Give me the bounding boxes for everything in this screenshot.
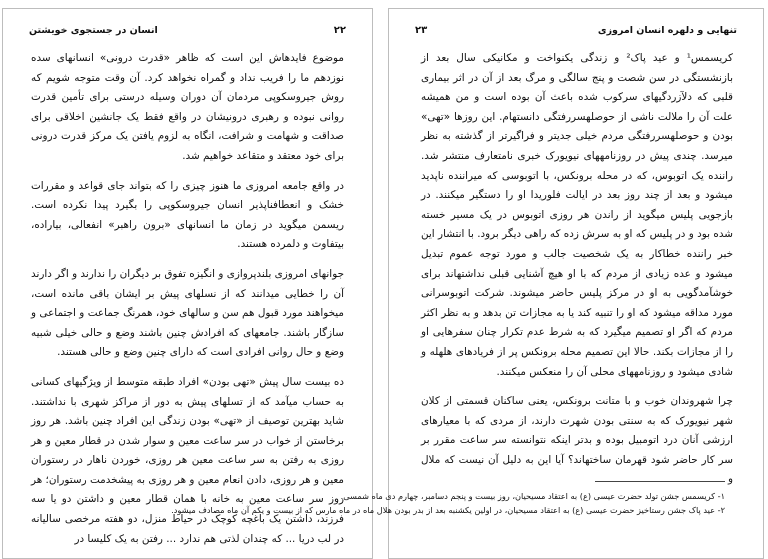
- right-page-number: ۲۳: [415, 25, 428, 36]
- left-page-number: ۲۲: [333, 25, 346, 36]
- right-running-title: تنهایی و دلهره انسان امروزی: [597, 25, 737, 36]
- paragraph: چرا شهروندان خوب و با متانت برونکس، یعنی ساکنان قسمتی از کلان شهر نیویورک که به سنتی بودن شهرت دارند، از مردی که با معیارهای ارزشی آنان درد اتومبیل بوده و بدتر اینکه نتوانسته سر ساعت مقرر بر سر کار حاضر شود قهرمان ساختهاند؟ آیا این به دلیل آن نیست که ملال و: [421, 395, 733, 486]
- footnote: ۲- عید پاک جشن رستاخیز حضرت عیسی (ع) به اعتقاد مسیحیان، در اولین یکشنبه بعد از بدر بودن هلال ماه در ماه مارس که از بیست و یکم آن ماه مصادف میشود.: [171, 504, 725, 515]
- paragraph: کریسمس¹ و عید پاک² و زندگی یکنواخت و مکانیکی سال بعد از بازنشستگی در سن شصت و پنج سالگی و مرگ بعد از آن در اثر بیماری قلبی که دلآزردگیهای سرکوب شده باعث آن بوده است و من همیشه علت آن را ملالت ناشی از حوصلهسررفتگی دانستهام. این روزها «تهی» بودن و حوصلهسررفتگی مردم خیلی جدیتر و فراگیرتر از گذشته به نظر میرسد. چندی پیش در روزنامههای نیویورک خبری نامتعارف منتشر شد. راننده یک اتوبوس، که در محله برونکس، با اتوبوسی که میراننده ناپدید میشود و بعد از چند روز بعد در ایالت فلوریدا او را دستگیر میکنند. در بازجویی پلیس میگوید از راندن هر روزی اتوبوس در یک مسیر خسته شده بود و در پلیس که او به سرش زده که راهی دیگر برود. با انتشار این خبر راننده خطاکار به یک شخصیت جالب و مورد توجه عموم تبدیل میشود و عده زیادی از مردم که با او هیچ آشنایی قبلی نداشتهاند برای خوشآمدگویی به او در مرکز پلیس حاضر میشوند. شرکت اتوبوسرانی مورد مداقه میشود که او را تنبیه کند یا به مجازات تن بدهد و به نظر اکثر مردم که اگر او تصمیم میگیرد که به شرط عدم تکرار چنان سفرهایی او را از مجازات بکند. حالا این تصمیم محله برونکس پر از فریادهای هلهله و شادی میشود و روزنامههای محلی آن را منعکس میکنند.: [421, 52, 733, 378]
- footnote-divider: [595, 481, 725, 482]
- footnote: ۱- کریسمس جشن تولد حضرت عیسی (ع) به اعتقاد مسیحیان، روز بیست و پنجم دسامبر، چهارم دی ماه شمسی.: [340, 491, 725, 501]
- paragraph: جوانهای امروزی بلندپروازی و انگیزه تفوق بر دیگران را ندارند و اگر دارند آن را خطایی میدانند که از نسلهای پیش بر ایشان باقی مانده است، میخواهند مورد قبول هم سن و سالهای خود، همرنگ جماعت و اجتماعی و سازگار باشند. جامعهای که افرادش چنین باشند وضع و حالی خیلی شبیه وضع و حال روانی افرادی است که دارای چنین وضع و حالی هستند.: [31, 267, 344, 359]
- paragraph: در واقع جامعه امروزی ما هنوز چیزی را که بتواند جای قواعد و مقررات خشک و انعطافناپذیر انسان جیروسکوپی را بگیرد پیدا نکرده است. ریسمن میگوید در زمان ما انسانهای «برون راهبر» انفعالی، بیاراده، بیتفاوت و دلمرده هستند.: [31, 179, 344, 251]
- paragraph: ده بیست سال پیش «تهی بودن» افراد طبقه متوسط از ویژگیهای کسانی به حساب میآمد که از تسلهای پیش به دور از مراکز شهری با نداشتند. شاید بهترین توصیف از «تهی» بودن زندگی این افراد چنین باشد. هر روز برخاستن از خواب در سر ساعت معین و سوار شدن در قطار معین و هر روزی به رفتن به سر ساعت معین هر روزی، خوردن ناهار در رستوران معین و هر روزی، دادن انعام معین و هر روزی به پیشخدمت رستوران؛ هر روز سر ساعت معین به خانه با همان قطار معین و داشتن دو یا سه فرزند، داشتن یک باغچه کوچک در حیاط منزل، دو هفته مرخصی سالیانه در لب دریا ... که چندان لذتی هم ندارد ... رفتن به یک کلیسا در: [31, 375, 344, 545]
- left-running-title: انسان در جستجوی خویشتن: [29, 25, 158, 36]
- left-page-body: [31, 49, 344, 549]
- paragraph: موضوع فایدهاش این است که ظاهر «قدرت درونی» انسانهای سده نوزدهم ما را فریب نداد و گمراه نخواهد کرد. آن وقت متوجه شویم که روش جیروسکوپی مردمان آن دوران وسیله درستی برای تأمین قدرت روانی نبوده و رهبری درونیشان در واقع فقط یک جانشین اخلاقی برای صداقت و شهامت و شرافت، انگاه به لزوم یافتن یک مرکز قدرت درونی برای خود معتقد و متقاعد خواهیم شد.: [31, 52, 344, 162]
- left-page: [2, 8, 373, 559]
- right-page-header: [415, 25, 737, 36]
- right-page-body: [421, 49, 733, 490]
- footnotes: [171, 490, 725, 517]
- left-page-header: [29, 25, 346, 36]
